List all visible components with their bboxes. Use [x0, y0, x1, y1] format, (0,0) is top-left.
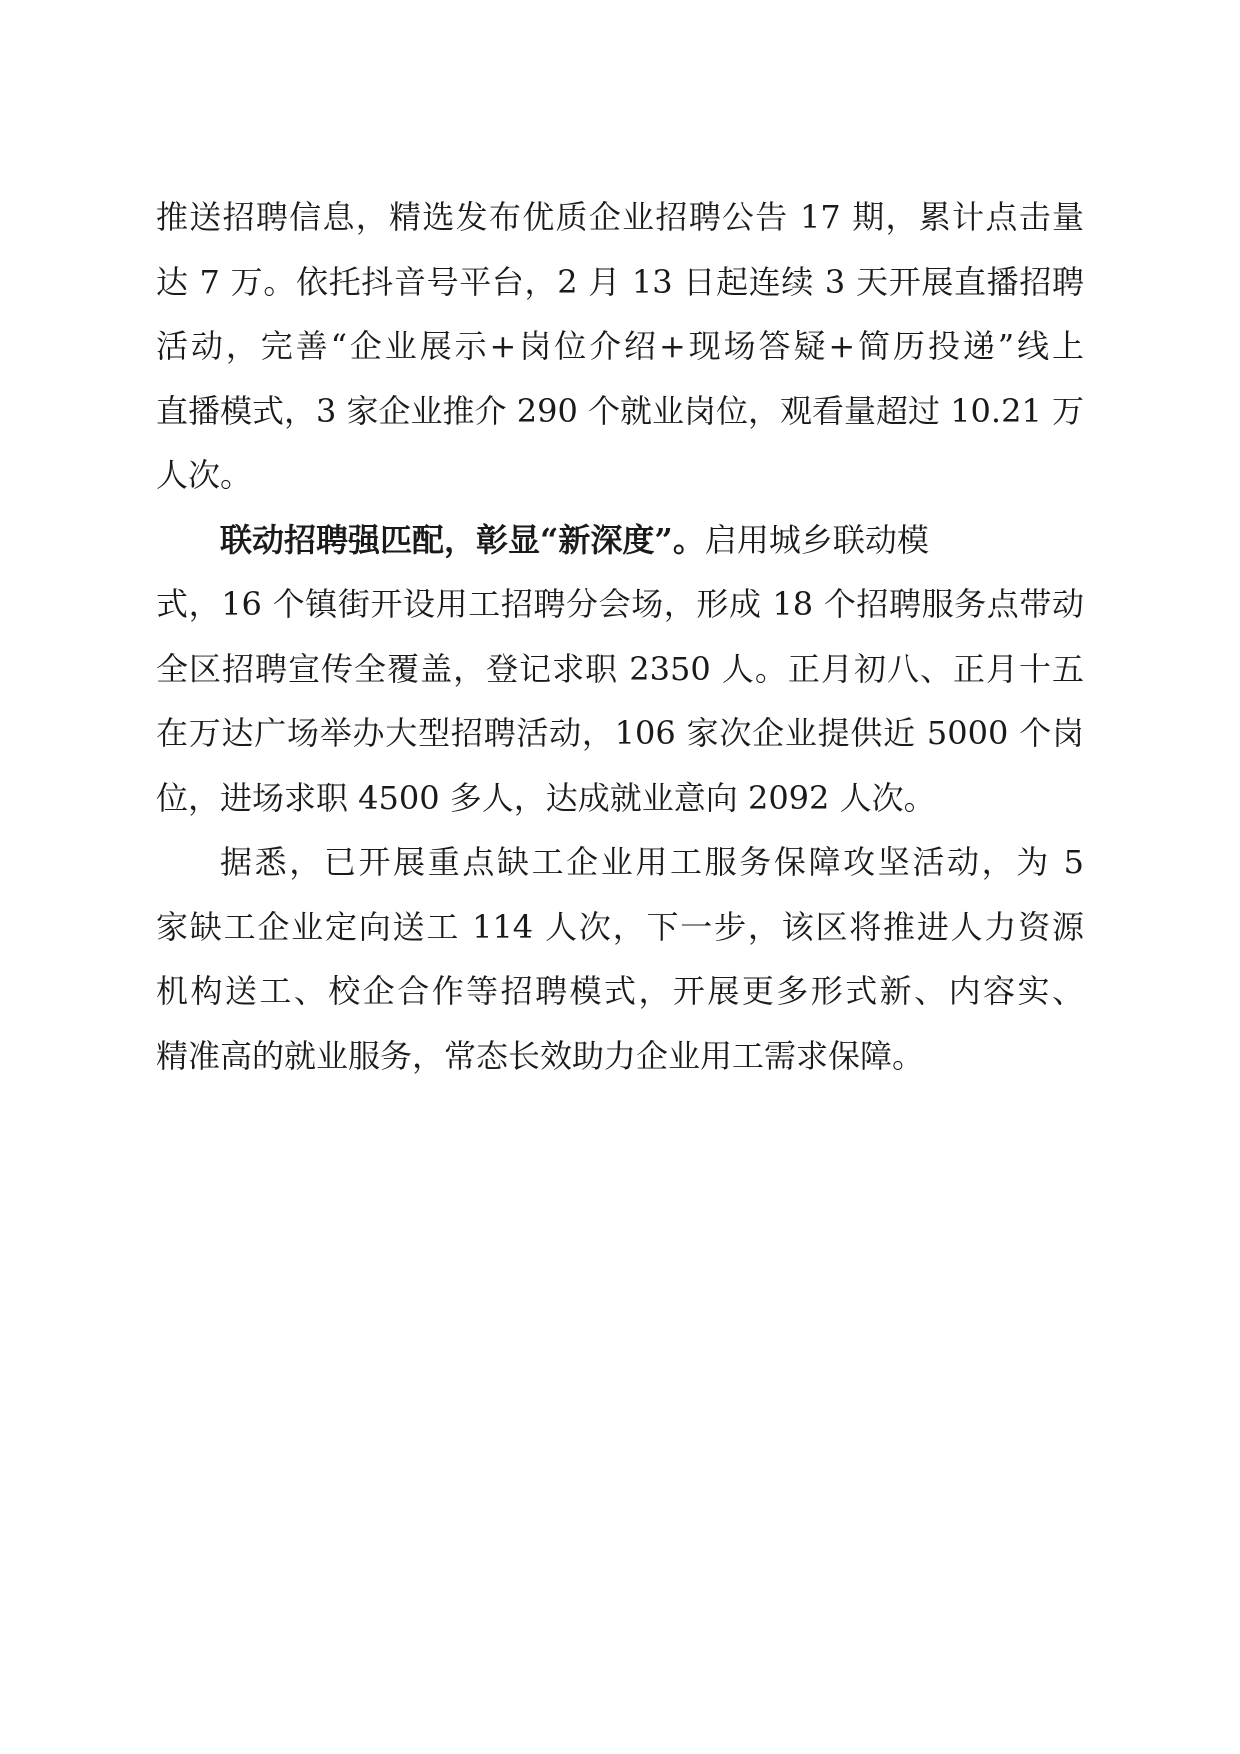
text-line: 推送招聘信息，精选发布优质企业招聘公告 17 期，累计点击量: [156, 198, 1084, 236]
text-run: 启用城乡联动模: [704, 520, 929, 559]
text-line: 人次。: [156, 456, 253, 494]
paragraph-1: [156, 185, 1084, 508]
text-line: 全区招聘宣传全覆盖，登记求职 2350 人。正月初八、正月十五: [156, 649, 1084, 688]
text-line: 在万达广场举办大型招聘活动，106 家次企业提供近 5000 个岗: [156, 714, 1084, 752]
text-line: 家缺工企业定向送工 114 人次，下一步，该区将推进人力资源: [156, 907, 1084, 946]
text-line: 机构送工、校企合作等招聘模式，开展更多形式新、内容实、: [156, 972, 1084, 1010]
paragraph-heading: 联动招聘强匹配，彰显“新深度”。: [220, 520, 705, 559]
text-line: 直播模式，3 家企业推介 290 个就业岗位，观看量超过 10.21 万: [156, 391, 1084, 430]
text-line: [156, 508, 1084, 573]
text-line: 达 7 万。依托抖音号平台，2 月 13 日起连续 3 天开展直播招聘: [156, 262, 1084, 301]
text-line: 精准高的就业服务，常态长效助力企业用工需求保障。: [156, 1036, 925, 1075]
text-line: 活动，完善“企业展示+岗位介绍+现场答疑+简历投递”线上: [156, 327, 1084, 365]
paragraph-3: [156, 830, 1084, 1088]
text-line: 据悉，已开展重点缺工企业用工服务保障攻坚活动，为 5: [220, 843, 1084, 881]
text-line: 位，进场求职 4500 多人，达成就业意向 2092 人次。: [156, 778, 936, 817]
text-line: 式，16 个镇街开设用工招聘分会场，形成 18 个招聘服务点带动: [156, 585, 1084, 623]
paragraph-2: [156, 508, 1084, 831]
article-body: [156, 185, 1084, 1088]
